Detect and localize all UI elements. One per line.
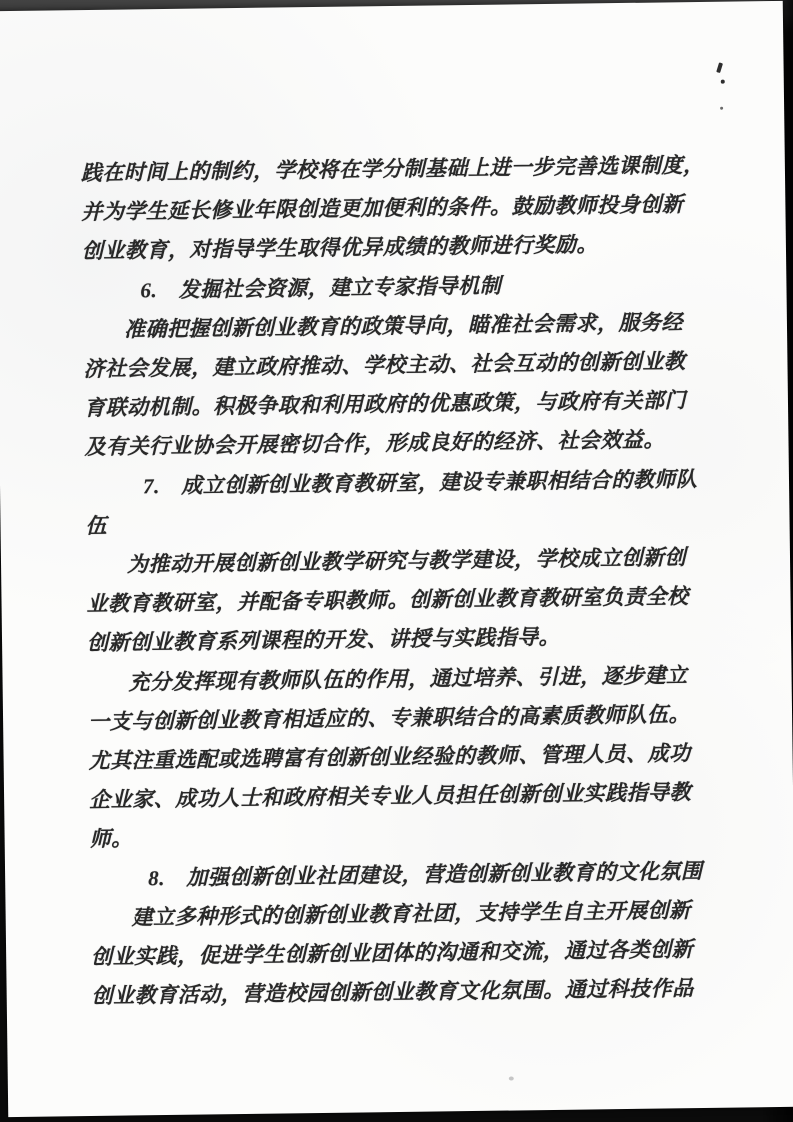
text-line: 伍 [85,513,108,538]
text-line: 创业实践，促进学生创新创业团体的沟通和交流，通过各类创新 [91,937,694,970]
text-line: 建立多种形式的创新创业教育社团，支持学生自主开展创新 [131,898,691,930]
text-line: 及有关行业协会开展密切合作，形成良好的经济、社会效益。 [84,427,666,460]
text-line: 业教育教研室，并配备专职教师。创新创业教育教研室负责全校 [86,584,689,617]
text-line: 创业教育，对指导学生取得优异成绩的教师进行奖励。 [81,232,599,264]
text-line: 准确把握创新创业教育的政策导向，瞄准社会需求，服务经 [123,310,684,342]
text-line: 并为学生延长修业年限创造更加便利的条件。鼓励教师投身创新 [81,192,684,225]
text-line: 创业教育活动，营造校园创新创业教育文化氛围。通过科技作品 [91,976,694,1009]
text-line: 尤其注重选配或选聘富有创新创业经验的教师、管理人员、成功 [88,741,691,774]
heading-line: 7. 成立创新创业教育教研室，建设专兼职相结合的教师队 [142,466,698,498]
page-text [81,146,740,1017]
toner-speck [721,80,725,84]
heading-line: 6. 发掘社会资源，建立专家指导机制 [140,273,502,302]
text-line: 创新创业教育系列课程的开发、讲授与实践指导。 [86,625,561,656]
text-line: 济社会发展，建立政府推动、学校主动、社会互动的创新创业教 [83,349,686,382]
text-line: 践在时间上的制约，学校将在学分制基础上进一步完善选课制度， [80,152,705,186]
text-line: 为推动开展创新创业教学研究与教学建设，学校成立创新创 [126,545,687,577]
text-line: 企业家、成功人士和政府相关专业人员担任创新创业实践指导教 [88,780,692,813]
text-line: 充分发挥现有教师队伍的作用，通过培养、引进，逐步建立 [128,662,688,695]
toner-speck [509,1076,514,1080]
toner-speck [716,62,723,73]
text-line: 育联动机制。积极争取和利用政府的优惠政策，与政府有关部门 [83,388,687,421]
text-line: 一支与创新创业教育相适应的、专兼职结合的高素质教师队伍。 [87,702,691,734]
text-line: 师。 [89,826,133,852]
toner-speck [720,107,723,110]
heading-line: 8. 加强创新创业社团建设，营造创新创业教育的文化氛围 [147,858,703,890]
scanned-page [0,1,793,1117]
